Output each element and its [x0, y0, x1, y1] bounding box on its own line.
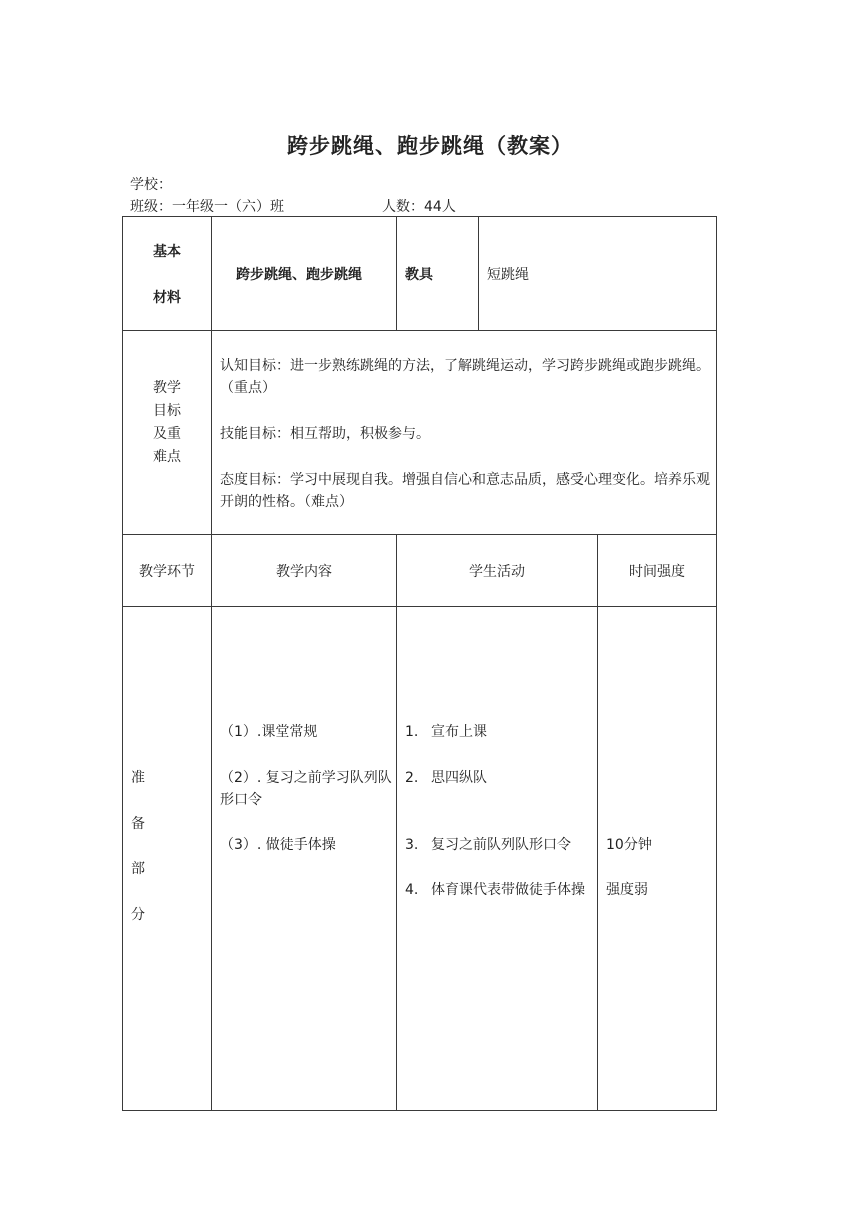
prep-content-item: （1）.课堂常规 — [220, 724, 318, 740]
header-activity: 学生活动 — [397, 535, 598, 607]
prep-char-3: 部 — [131, 861, 145, 877]
basic-material-row — [123, 217, 717, 331]
basic-label-line2: 材料 — [153, 290, 181, 306]
activity-num: 3. — [405, 837, 419, 853]
prep-activity-cell — [397, 607, 598, 1111]
basic-label-line1: 基本 — [153, 244, 181, 260]
goals-label-line: 难点 — [153, 449, 181, 465]
prep-content-item: （3）. 做徒手体操 — [220, 837, 336, 853]
activity-text: 复习之前队列队形口令 — [431, 837, 571, 853]
activity-text: 宣布上课 — [431, 724, 487, 740]
prep-time-cell — [598, 607, 717, 1111]
header-content: 教学内容 — [212, 535, 397, 607]
prep-content-item: （2）. 复习之前学习队列队形口令 — [220, 770, 392, 808]
student-count: 人数：44人 — [382, 199, 456, 215]
prep-char-4: 分 — [131, 907, 145, 923]
activity-num: 1. — [405, 724, 419, 740]
goals-label-line: 及重 — [153, 426, 181, 442]
equipment-value: 短跳绳 — [487, 267, 529, 283]
goals-label — [153, 377, 181, 469]
prep-row — [123, 607, 717, 1111]
equipment-label-cell — [397, 217, 479, 331]
lesson-plan-table — [122, 216, 717, 1111]
goals-row — [123, 331, 717, 535]
goals-label-cell — [123, 331, 212, 535]
skill-goal: 技能目标：相互帮助，积极参与。 — [220, 426, 430, 442]
header-stage: 教学环节 — [123, 535, 212, 607]
header-time: 时间强度 — [598, 535, 717, 607]
material-value: 跨步跳绳、跑步跳绳 — [236, 267, 362, 283]
activity-item — [405, 767, 487, 787]
goals-content-cell — [212, 331, 717, 535]
prep-content-cell — [212, 607, 397, 1111]
page-title: 跨步跳绳、跑步跳绳（教案） — [287, 134, 573, 158]
goals-label-line: 教学 — [153, 380, 181, 396]
prep-time: 10分钟 — [606, 837, 652, 853]
activity-item — [405, 721, 487, 741]
equipment-label: 教具 — [405, 267, 433, 283]
activity-item — [405, 879, 595, 901]
cognitive-goal: 认知目标：进一步熟练跳绳的方法，了解跳绳运动，学习跨步跳绳或跑步跳绳。（重点） — [220, 358, 710, 396]
attitude-goal: 态度目标：学习中展现自我。增强自信心和意志品质，感受心理变化。培养乐观开朗的性格。（难点） — [220, 472, 710, 510]
activity-text: 思四纵队 — [431, 770, 487, 786]
prep-char-2: 备 — [131, 816, 145, 832]
activity-item — [405, 834, 571, 854]
class-label: 班级：一年级一（六）班 — [130, 199, 284, 215]
basic-material-label-cell — [123, 217, 212, 331]
prep-intensity: 强度弱 — [606, 882, 648, 898]
prep-char-1: 准 — [131, 770, 145, 786]
activity-num: 2. — [405, 770, 419, 786]
activity-text: 体育课代表带做徒手体操 — [431, 882, 585, 898]
equipment-value-cell — [479, 217, 717, 331]
header-row — [123, 535, 717, 607]
school-label: 学校： — [130, 177, 172, 193]
goals-label-line: 目标 — [153, 403, 181, 419]
activity-num: 4. — [405, 882, 419, 898]
material-cell — [212, 217, 397, 331]
prep-section-cell — [123, 607, 212, 1111]
